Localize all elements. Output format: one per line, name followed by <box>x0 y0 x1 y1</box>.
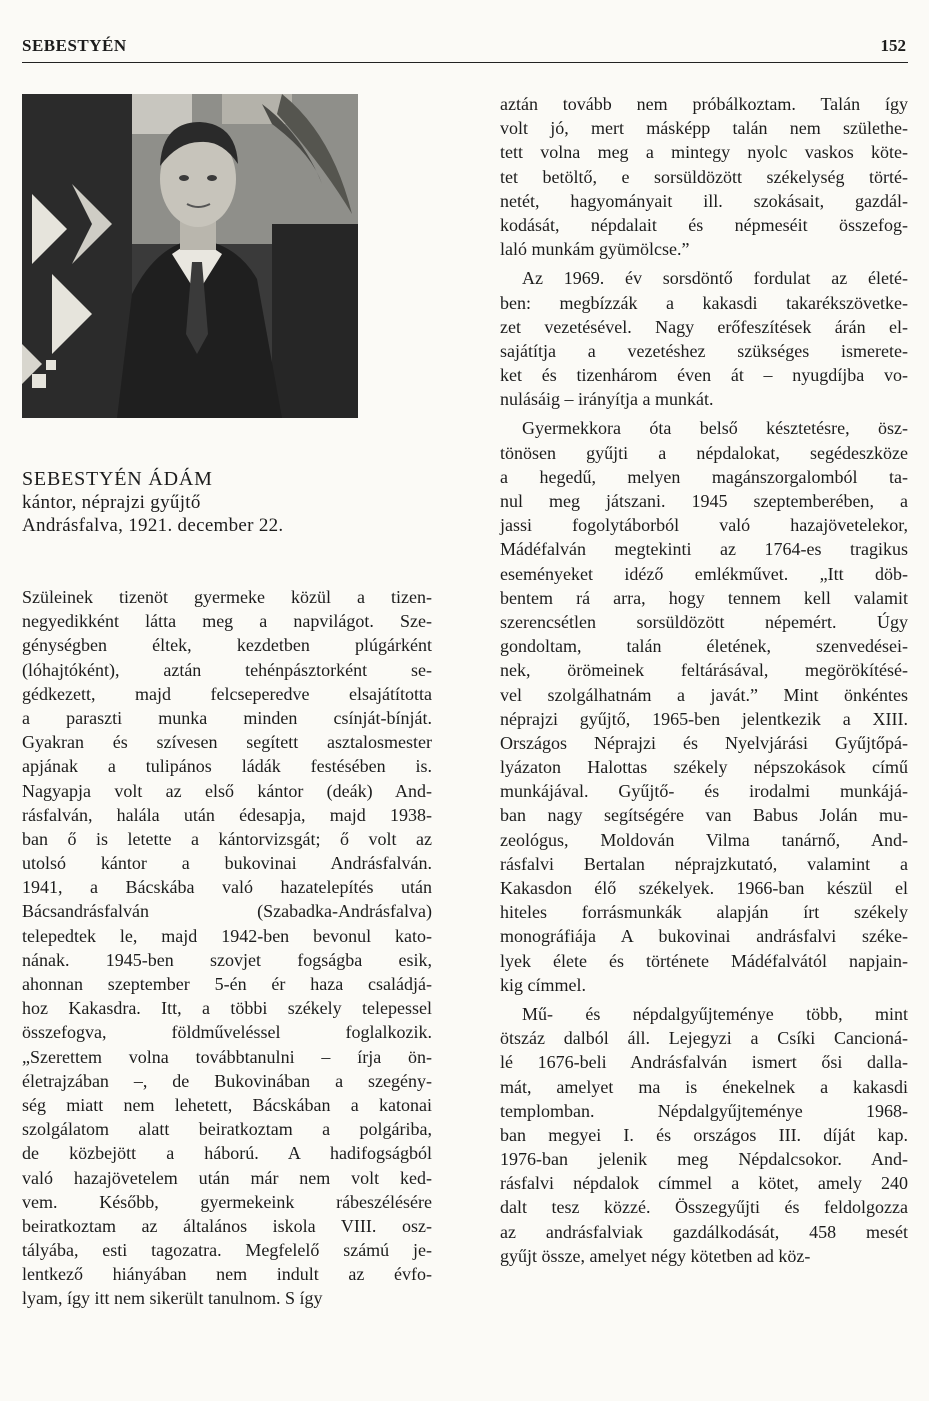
portrait-photo <box>22 94 358 418</box>
text-line: telepedtek le, majd 1942-ben bevonul kato- <box>22 925 432 946</box>
text-line: negyedikként látta meg a napvilágot. Sze- <box>22 611 432 632</box>
text-line: eseményeket idéző emlékművet. „Itt döb- <box>500 563 908 584</box>
text-line: Gyakran és szívesen segített asztalosmester <box>22 732 432 753</box>
text-line: jassi fogolytáborból való hazajövetelekor, <box>500 515 908 536</box>
text-line: ban ő is letette a kántorvizsgát; ő volt az <box>22 828 432 849</box>
birth-info: Andrásfalva, 1921. december 22. <box>22 515 284 536</box>
text-line: rásfalván, halála után édesapja, majd 1938- <box>22 804 432 825</box>
left-text-column <box>22 585 432 1311</box>
text-line: Szüleinek tizenöt gyermeke közül a tizen- <box>22 587 432 607</box>
text-line: ség miatt nem lehetett, Bácskában a katonai <box>22 1094 432 1115</box>
text-line: való hazajövetelem után már nem volt ked- <box>22 1167 432 1188</box>
text-line: génységben éltek, kezdetben plúgárként <box>22 635 432 656</box>
biographical-entry <box>22 468 422 537</box>
text-line: Mű- és népdalgyűjteménye több, mint <box>522 1003 908 1024</box>
text-line: Országos Néprajzi és Nyelvjárási Gyűjtőpá- <box>500 732 908 753</box>
text-line: szerencsétlen sorsüldözött népemért. Úgy <box>500 611 908 632</box>
right-text-column <box>500 92 908 1268</box>
text-line: kodását, népdalait és népmeséit összefog- <box>500 214 908 235</box>
text-line: hoz Kakasdra. Itt, a többi székely telepessel <box>22 998 432 1019</box>
text-line: Mádéfalván megtekinti az 1764-es tragikus <box>500 539 908 560</box>
text-line: (lóhajtóként), aztán tehénpásztorként se- <box>22 659 432 680</box>
text-line: ben: megbízzák a kakasdi takarékszövetke- <box>500 292 908 313</box>
text-line: laló munkám gyümölcse.” <box>500 239 690 260</box>
text-line: az andrásfalviak gazdálkodását, 458 mesét <box>500 1221 908 1242</box>
text-line: életrajzában –, de Bukovinában a szegény- <box>22 1070 432 1091</box>
text-line: lyázaton Halottas székely népszokások című <box>500 757 908 778</box>
text-line: beiratkoztam az általános iskola VIII. osz- <box>22 1215 432 1236</box>
text-line: a paraszti munka minden csínját-bínját. <box>22 707 432 728</box>
text-line: Kakasdon élő székelyek. 1966-ban készül el <box>500 878 908 898</box>
text-line: Nagyapja volt az első kántor (deák) And- <box>22 780 432 801</box>
text-line: sajátítja a vezetéshez szükséges ismerete- <box>500 340 908 361</box>
text-line: néprajzi gyűjtő, 1965-ben jelentkezik a XIII. <box>500 708 908 729</box>
text-line: munkájával. Gyűjtő- és irodalmi munkájá- <box>500 781 908 802</box>
text-line: „Szerettem volna továbbtanulni – írja ön- <box>22 1046 432 1067</box>
text-line: 1976-ban jelenik meg Népdalcsokor. And- <box>500 1149 908 1170</box>
text-line: Bácsandrásfalván (Szabadka-Andrásfalva) <box>22 901 432 922</box>
text-line: templomban. Népdalgyűjteménye 1968- <box>500 1100 908 1121</box>
text-line: nulásáig – irányítja a munkát. <box>500 389 714 410</box>
text-line: zeológus, Moldován Vilma tanárnő, And- <box>500 829 908 850</box>
text-line: nul meg játszani. 1945 szeptemberében, a <box>500 491 908 511</box>
text-line: mát, amelyet ma is énekelnek a kakasdi <box>500 1076 908 1097</box>
text-line: gyűjt össze, amelyet négy kötetben ad köz- <box>500 1245 811 1266</box>
text-line: ahonnan szeptember 5-én ér haza családjá- <box>22 974 432 994</box>
text-line: gédkezett, majd felcseperedve elsajátította <box>22 683 432 704</box>
text-line: zet vezetésével. Nagy erőfeszítések árán el- <box>500 316 908 337</box>
text-line: tett volna meg a mintegy nyolc vaskos köte- <box>500 142 908 163</box>
text-line: nek, örömeinek feltárásával, megörökítésé- <box>500 660 908 681</box>
text-line: szolgálatom alatt beiratkoztam a polgáriba, <box>22 1119 432 1140</box>
text-line: volt jó, mert másképp talán nem születhe- <box>500 118 908 139</box>
text-line: bentem rá arra, hogy tennem kell valamit <box>500 587 908 608</box>
person-name: SEBESTYÉN ÁDÁM <box>22 468 213 490</box>
running-header <box>22 36 908 63</box>
text-line: a hegedű, melyen magánszorgalomból ta- <box>500 466 908 487</box>
running-title: SEBESTYÉN <box>22 36 127 55</box>
text-line: ban megyei I. és országos III. díját kap. <box>500 1124 908 1145</box>
text-line: tet betöltő, e sorsüldözött székelység törté- <box>500 166 908 187</box>
text-line: netét, hagyományait ill. szokásait, gazdál- <box>500 190 908 211</box>
text-line: rásfalvi népdalok címmel a kötet, amely 240 <box>500 1173 908 1194</box>
text-line: lyek élete és története Mádéfalvától napjain- <box>500 950 908 971</box>
text-line: tönösen gyűjti a népdalokat, segédeszköze <box>500 442 908 463</box>
text-line: gondoltam, talán életének, szenvedései- <box>500 636 908 657</box>
page-number: 152 <box>880 36 906 55</box>
text-line: ötszáz dalból áll. Lejegyzi a Csíki Cancioná- <box>500 1028 908 1049</box>
text-line: összefogva, földműveléssel foglalkozik. <box>22 1022 432 1043</box>
text-line: monográfiája A bukovinai andrásfalvi széke- <box>500 926 908 947</box>
text-line: ban nagy segítségére van Babus Jolán mu- <box>500 805 908 826</box>
text-line: lé 1676-beli Andrásfalván ismert ősi dalla- <box>500 1052 908 1073</box>
text-line: apjának a tulipános ládák festésében is. <box>22 756 432 777</box>
text-line: Az 1969. év sorsdöntő fordulat az életé- <box>522 268 908 289</box>
text-line: lentkező hiányában nem indult az évfo- <box>22 1264 432 1285</box>
text-line: ket és tizenhárom éven át – nyugdíjba vo- <box>500 365 908 386</box>
text-line: nának. 1945-ben szovjet fogságba esik, <box>22 949 432 970</box>
text-line: tályába, esti tagozatra. Megfelelő számú je- <box>22 1240 432 1261</box>
text-line: rásfalvi Bertalan néprajzkutató, valamint a <box>500 853 908 874</box>
text-line: hiteles forrásmunkák alapján írt székely <box>500 902 908 923</box>
text-line: Gyermekkora óta belső késztetésre, ösz- <box>522 418 908 439</box>
person-profession: kántor, néprajzi gyűjtő <box>22 492 201 513</box>
text-line: vel szolgálhatnám a javát.” Mint önkéntes <box>500 684 908 705</box>
text-line: kig címmel. <box>500 974 586 995</box>
text-line: utolsó kántor a bukovinai Andrásfalván. <box>22 853 432 874</box>
text-line: dalt tesz közzé. Összegyűjti és feldolgozza <box>500 1197 908 1218</box>
text-line: aztán tovább nem próbálkoztam. Talán így <box>500 94 908 114</box>
text-line: vem. Később, gyermekeink rábeszélésére <box>22 1191 432 1212</box>
text-line: 1941, a Bácskába való hazatelepítés után <box>22 877 432 898</box>
text-line: de közbejött a háború. A hadifogságból <box>22 1143 432 1164</box>
text-line: lyam, így itt nem sikerült tanulnom. S így <box>22 1288 323 1309</box>
